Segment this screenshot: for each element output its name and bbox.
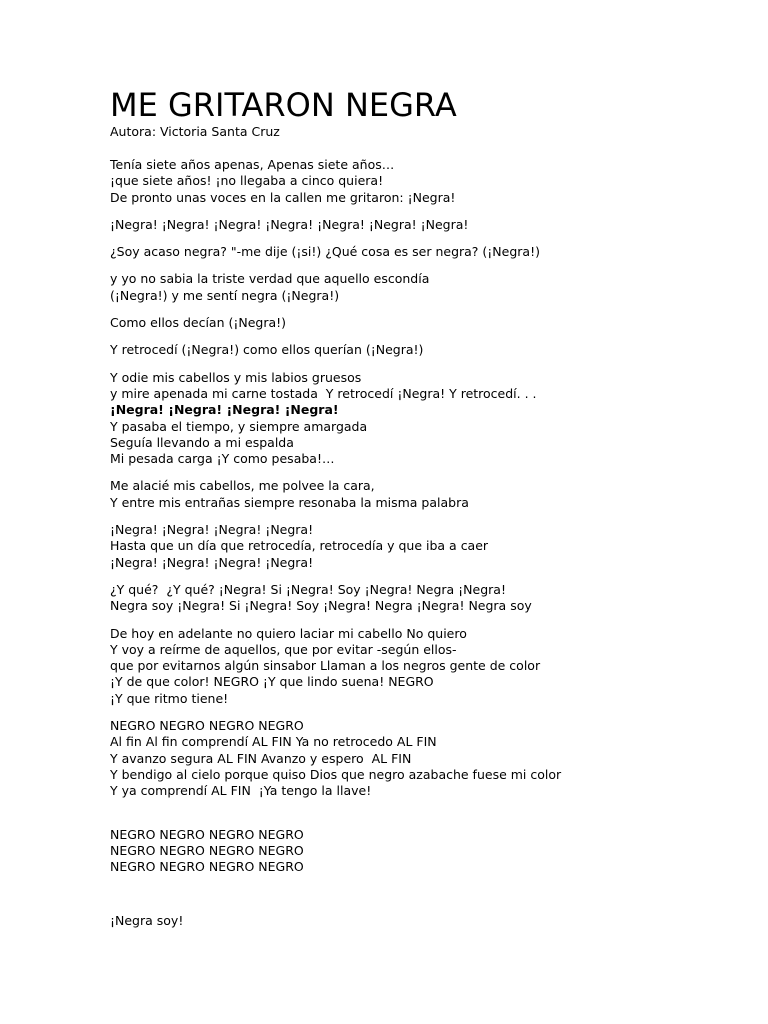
poem-line: ¡Negra! ¡Negra! ¡Negra! ¡Negra! — [110, 522, 314, 538]
poem-line: Negra soy ¡Negra! Si ¡Negra! Soy ¡Negra! Negra ¡Negra! Negra soy — [110, 598, 532, 614]
poem-line: ¡Negra soy! — [110, 913, 184, 929]
poem-line: Y odie mis cabellos y mis labios gruesos — [110, 369, 362, 385]
document-page — [110, 86, 730, 941]
poem-line: Al fin Al fin comprendí AL FIN Ya no retrocedo AL FIN — [110, 734, 437, 750]
document-title: ME GRITARON NEGRA — [110, 86, 457, 124]
poem-line: ¡Negra! ¡Negra! ¡Negra! ¡Negra! ¡Negra! ¡Negra! ¡Negra! — [110, 216, 469, 232]
poem-line: Y entre mis entrañas siempre resonaba la misma palabra — [110, 494, 469, 510]
poem-line: Tenía siete años apenas, Apenas siete años… — [110, 157, 395, 172]
poem-body — [110, 157, 730, 930]
poem-line: ¡Y que ritmo tiene! — [110, 690, 229, 706]
stanza — [110, 478, 730, 511]
stanza — [110, 217, 730, 233]
stanza — [110, 522, 730, 571]
stanza — [110, 244, 730, 260]
stanza — [110, 626, 730, 707]
poem-line: De pronto unas voces en la callen me gritaron: ¡Negra! — [110, 189, 456, 205]
poem-line: NEGRO NEGRO NEGRO NEGRO — [110, 826, 304, 842]
stanza — [110, 271, 730, 304]
stanza — [110, 913, 730, 929]
poem-line: ¡Negra! ¡Negra! ¡Negra! ¡Negra! — [110, 402, 339, 418]
poem-line: ¡Negra! ¡Negra! ¡Negra! ¡Negra! — [110, 554, 314, 570]
poem-line: De hoy en adelante no quiero laciar mi cabello No quiero — [110, 625, 467, 641]
poem-line: ¿Soy acaso negra? "-me dije (¡si!) ¿Qué cosa es ser negra? (¡Negra!) — [110, 244, 540, 260]
poem-line: Hasta que un día que retrocedía, retrocedía y que iba a caer — [110, 538, 489, 554]
stanza — [110, 342, 730, 358]
stanza — [110, 315, 730, 331]
poem-line: ¡Y de que color! NEGRO ¡Y que lindo suena! NEGRO — [110, 674, 434, 690]
stanza-spacer — [110, 811, 730, 827]
stanza — [110, 370, 730, 468]
stanza — [110, 718, 730, 799]
poem-line: que por evitarnos algún sinsabor Llaman a los negros gente de color — [110, 658, 541, 674]
poem-line: Como ellos decían (¡Negra!) — [110, 315, 287, 331]
poem-line: NEGRO NEGRO NEGRO NEGRO — [110, 842, 304, 858]
poem-line: Mi pesada carga ¡Y como pesaba!… — [110, 451, 335, 467]
poem-line: Y ya comprendí AL FIN ¡Ya tengo la llave! — [110, 783, 372, 799]
stanza — [110, 157, 730, 206]
stanza — [110, 582, 730, 615]
poem-line: NEGRO NEGRO NEGRO NEGRO — [110, 718, 304, 734]
poem-line: Y voy a reírme de aquellos, que por evitar -según ellos- — [110, 641, 457, 657]
poem-line: NEGRO NEGRO NEGRO NEGRO — [110, 859, 304, 875]
poem-line: ¡que siete años! ¡no llegaba a cinco quiera! — [110, 173, 384, 189]
stanza-spacer — [110, 886, 730, 913]
poem-line: Y bendigo al cielo porque quiso Dios que negro azabache fuese mi color — [110, 766, 562, 782]
poem-line: Seguía llevando a mi espalda — [110, 434, 294, 450]
document-author: Autora: Victoria Santa Cruz — [110, 124, 280, 139]
poem-line: Y avanzo segura AL FIN Avanzo y espero AL FIN — [110, 750, 412, 766]
poem-line: ¿Y qué? ¿Y qué? ¡Negra! Si ¡Negra! Soy ¡Negra! Negra ¡Negra! — [110, 581, 506, 597]
poem-line: (¡Negra!) y me sentí negra (¡Negra!) — [110, 287, 340, 303]
stanza — [110, 827, 730, 876]
poem-line: y yo no sabia la triste verdad que aquello escondía — [110, 271, 430, 287]
poem-line: Y pasaba el tiempo, y siempre amargada — [110, 418, 368, 434]
poem-line: Me alacié mis cabellos, me polvee la cara, — [110, 478, 375, 494]
poem-line: y mire apenada mi carne tostada Y retrocedí ¡Negra! Y retrocedí. . . — [110, 385, 537, 401]
poem-line: Y retrocedí (¡Negra!) como ellos querían (¡Negra!) — [110, 342, 424, 358]
